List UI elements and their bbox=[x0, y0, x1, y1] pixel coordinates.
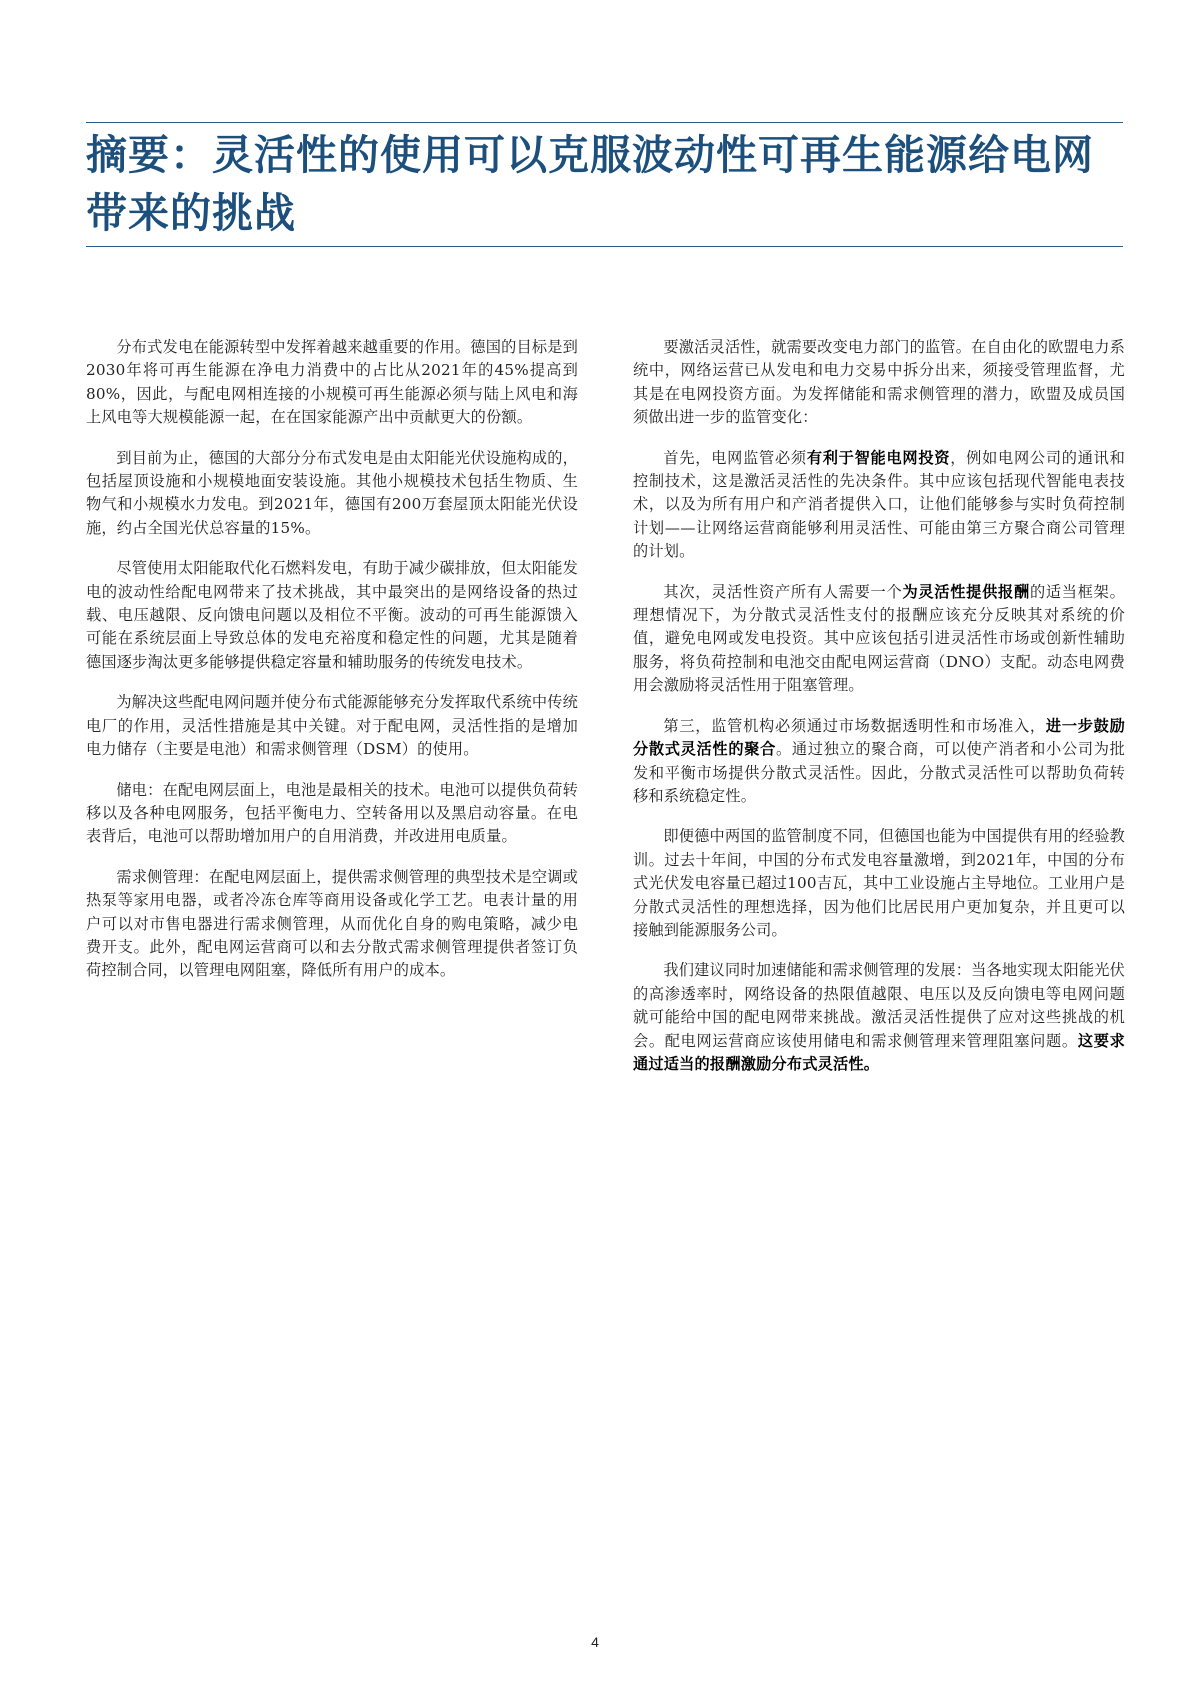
text-segment: 首先，电网监管必须 bbox=[663, 448, 807, 467]
paragraph-third-recommendation bbox=[633, 715, 1125, 809]
text-segment: 的适当框架。理想情况下，为分散式灵活性支付的报酬应该充分反映其对系统的价值，避免电网或发电投资。其中应该包括引进灵活性市场或创新性辅助服务，将负荷控制和电池交由配电网运营商（DNO）支配。动态电网费用会激励将灵活性用于阻塞管理。 bbox=[633, 582, 1126, 695]
title-bottom-rule bbox=[86, 246, 1123, 247]
bold-highlight: 进一步鼓励分散式灵活性的聚合 bbox=[633, 716, 1125, 759]
page-number: 4 bbox=[591, 1634, 599, 1650]
paragraph-regulation-change: 要激活灵活性，就需要改变电力部门的监管。在自由化的欧盟电力系统中，网络运营已从发电和电力交易中拆分出来，须接受管理监督，尤其是在电网投资方面。为发挥储能和需求侧管理的潜力，欧盟及成员国须做出进一步的监管变化： bbox=[633, 338, 1126, 427]
bold-highlight: 为灵活性提供报酬 bbox=[902, 582, 1030, 601]
right-column bbox=[633, 336, 1125, 1093]
text-segment: 第三，监管机构必须通过市场数据透明性和市场准入， bbox=[663, 716, 1046, 735]
paragraph-lessons-for-china: 即便德中两国的监管制度不同，但德国也能为中国提供有用的经验教训。过去十年间，中国的分布式发电容量激增，到2021年，中国的分布式光伏发电容量已超过100吉瓦，其中工业设施占主导地位。工业用户是分散式灵活性的理想选择，因为他们比居民用户更加复杂，并且更可以接触到能源服务公司。 bbox=[633, 827, 1126, 939]
text-segment: 我们建议同时加速储能和需求侧管理的发展：当各地实现太阳能光伏的高渗透率时，网络设备的热限值越限、电压以及反向馈电等电网问题就可能给中国的配电网带来挑战。激活灵活性提供了应对这些挑战的机会。配电网运营商应该使用储电和需求侧管理来管理阻塞问题。 bbox=[633, 961, 1126, 1050]
text-segment: 其次，灵活性资产所有人需要一个 bbox=[663, 582, 903, 601]
title-top-rule bbox=[86, 122, 1123, 123]
paragraph-technical-challenges: 尽管使用太阳能取代化石燃料发电，有助于减少碳排放，但太阳能发电的波动性给配电网带来了技术挑战，其中最突出的是网络设备的热过载、电压越限、反向馈电问题以及相位不平衡。波动的可再生能源馈入可能在系统层面上导致总体的发电充裕度和稳定性的问题，尤其是随着德国逐步淘汰更多能够提供稳定容量和辅助服务的传统发电技术。 bbox=[86, 559, 579, 671]
paragraph-distributed-generation: 分布式发电在能源转型中发挥着越来越重要的作用。德国的目标是到2030年将可再生能源在净电力消费中的占比从2021年的45%提高到80%，因此，与配电网相连接的小规模可再生能源必须与陆上风电和海上风电等大规模能源一起，在在国家能源产出中贡献更大的份额。 bbox=[86, 338, 579, 427]
paragraph-demand-side-management: 需求侧管理：在配电网层面上，提供需求侧管理的典型技术是空调或热泵等家用电器，或者冷冻仓库等商用设备或化学工艺。电表计量的用户可以对市售电器进行需求侧管理，从而优化自身的购电策略，减少电费开支。此外，配电网运营商可以和去分散式需求侧管理提供者签订负荷控制合同，以管理电网阻塞，降低所有用户的成本。 bbox=[86, 867, 579, 980]
bold-highlight: 有利于智能电网投资 bbox=[806, 448, 951, 467]
left-column bbox=[86, 336, 578, 1000]
page-title: 摘要：灵活性的使用可以克服波动性可再生能源给电网带来的挑战 bbox=[86, 131, 1094, 237]
paragraph-recommendation-summary bbox=[633, 959, 1125, 1076]
paragraph-flexibility-measures: 为解决这些配电网问题并使分布式能源能够充分发挥取代系统中传统电厂的作用，灵活性措施是其中关键。对于配电网，灵活性指的是增加电力储存（主要是电池）和需求侧管理（DSM）的使用。 bbox=[86, 693, 579, 759]
paragraph-storage: 储电：在配电网层面上，电池是最相关的技术。电池可以提供负荷转移以及各种电网服务，包括平衡电力、空转备用以及黑启动容量。在电表背后，电池可以帮助增加用户的自用消费，并改进用电质量。 bbox=[86, 780, 579, 846]
paragraph-solar-pv: 到目前为止，德国的大部分分布式发电是由太阳能光伏设施构成的，包括屋顶设施和小规模地面安装设施。其他小规模技术包括生物质、生物气和小规模水力发电。到2021年，德国有200万套屋顶太阳能光伏设施，约占全国光伏总容量的15%。 bbox=[86, 448, 579, 537]
paragraph-first-recommendation bbox=[633, 447, 1125, 564]
text-segment: ，例如电网公司的通讯和控制技术，这是激活灵活性的先决条件。其中应该包括现代智能电表技术，以及为所有用户和产消者提供入口，让他们能够参与实时负荷控制计划——让网络运营商能够利用灵活性、可能由第三方聚合商公司管理的计划。 bbox=[633, 448, 1125, 561]
paragraph-second-recommendation bbox=[633, 581, 1125, 698]
text-segment: 。通过独立的聚合商，可以使产消者和小公司为批发和平衡市场提供分散式灵活性。因此，分散式灵活性可以帮助负荷转移和系统稳定性。 bbox=[633, 740, 1125, 805]
bold-highlight: 这要求通过适当的报酬激励分布式灵活性。 bbox=[633, 1031, 1125, 1073]
